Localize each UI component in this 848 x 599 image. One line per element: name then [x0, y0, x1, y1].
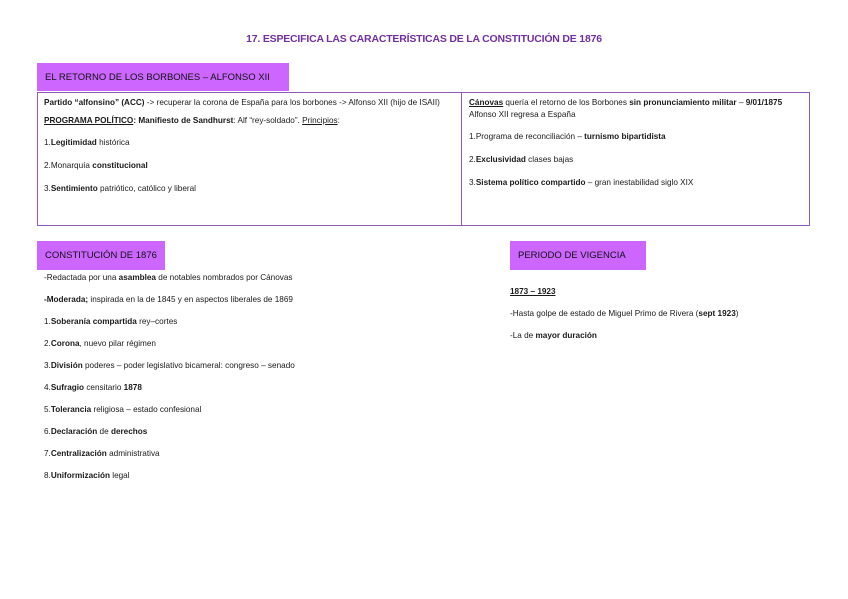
retorno-left-column — [44, 97, 454, 195]
section-header-retorno — [37, 63, 289, 91]
list-item-number: 4. — [44, 383, 51, 392]
list-item-bold: Declaración — [50, 427, 98, 436]
list-item-number: 1. — [469, 132, 476, 141]
list-item — [469, 177, 805, 189]
list-item — [44, 404, 334, 416]
periodo-column — [510, 286, 810, 342]
list-item-bold: Corona — [50, 339, 80, 348]
list-item — [469, 154, 805, 166]
list-item-number: 1. — [44, 138, 51, 147]
list-item-text: rey–cortes — [136, 317, 178, 326]
constitucion-intro-1 — [44, 272, 334, 284]
list-item-text: , nuevo pilar régimen — [79, 339, 156, 348]
periodo-line-2 — [510, 330, 810, 342]
list-item-text: Programa de reconciliación – — [475, 132, 585, 141]
periodo-text: -Hasta golpe de estado de Miguel Primo de Rivera ( — [510, 309, 699, 318]
list-item-bold: derechos — [110, 427, 148, 436]
intro-text: -Redactada por una — [44, 273, 119, 282]
list-item-bold: División — [50, 361, 83, 370]
list-item-bold: Sentimiento — [50, 184, 98, 193]
list-item — [44, 338, 334, 350]
list-item — [44, 448, 334, 460]
list-item-number: 3. — [44, 184, 51, 193]
principios-colon: : — [337, 116, 340, 125]
list-item — [44, 316, 334, 328]
programa-bold: : Manifiesto de Sandhurst — [133, 116, 234, 125]
intro-bold: -Moderada; — [44, 295, 89, 304]
list-item — [44, 360, 334, 372]
partido-text: -> recuperar la corona de España para los borbones -> Alfonso XII (hijo de ISAII) — [144, 98, 440, 107]
list-item-number: 6. — [44, 427, 51, 436]
canovas-underlined: Cánovas — [469, 98, 504, 107]
canovas-bold: sin pronunciamiento militar — [629, 98, 737, 107]
list-item-number: 3. — [469, 178, 476, 187]
section-header-retorno-label: EL RETORNO DE LOS BORBONES – ALFONSO XII — [45, 71, 270, 83]
list-item-number: 7. — [44, 449, 51, 458]
list-item-text: – gran inestabilidad siglo XIX — [585, 178, 694, 187]
list-item-text: patriótico, católico y liberal — [97, 184, 196, 193]
list-item-text: Monarquía — [50, 161, 93, 170]
list-item — [44, 470, 334, 482]
canovas-dash: – — [736, 98, 746, 107]
list-item-bold: Soberanía compartida — [50, 317, 137, 326]
list-item-text: poderes – poder legislativo bicameral: congreso – senado — [82, 361, 295, 370]
list-item-bold: Centralización — [50, 449, 107, 458]
constitucion-intro-2 — [44, 294, 334, 306]
periodo-years — [510, 286, 810, 298]
canovas-text: quería el retorno de los Borbones — [503, 98, 630, 107]
programa-text: : Alf “rey-soldado”. — [233, 116, 303, 125]
list-item-text: histórica — [96, 138, 130, 147]
table-divider — [461, 93, 462, 225]
retorno-right-column — [469, 97, 805, 189]
list-item-number: 2. — [469, 155, 476, 164]
list-item — [469, 131, 805, 143]
periodo-line-1 — [510, 308, 810, 320]
list-item-bold: Exclusividad — [475, 155, 526, 164]
date-bold: 9/01/1875 — [745, 98, 783, 107]
intro-text: inspirada en la de 1845 y en aspectos liberales de 1869 — [88, 295, 293, 304]
list-item-text: religiosa – estado confesional — [91, 405, 202, 414]
list-item — [44, 137, 454, 149]
list-item-text: de — [97, 427, 111, 436]
list-item-bold: constitucional — [92, 161, 148, 170]
principios-underlined: Principios — [302, 116, 338, 125]
list-item-number: 2. — [44, 339, 51, 348]
intro-bold: asamblea — [118, 273, 156, 282]
partido-bold: Partido “alfonsino” (ACC) — [44, 98, 145, 107]
list-item-bold: Sufragio — [50, 383, 85, 392]
list-item-number: 8. — [44, 471, 51, 480]
section-header-constitucion — [37, 241, 165, 270]
list-item-bold: Uniformización — [50, 471, 110, 480]
periodo-text: ) — [735, 309, 739, 318]
page-title: 17. ESPECIFICA LAS CARACTERÍSTICAS DE LA CONSTITUCIÓN DE 1876 — [246, 33, 602, 45]
list-item-bold: Legitimidad — [50, 138, 97, 147]
list-item-number: 5. — [44, 405, 51, 414]
constitucion-column — [44, 272, 334, 482]
date-text: Alfonso XII regresa a España — [469, 110, 576, 119]
list-item-text: censitario — [84, 383, 124, 392]
partido-paragraph — [44, 97, 454, 109]
list-item-bold: Tolerancia — [50, 405, 92, 414]
section-header-constitucion-label: CONSTITUCIÓN DE 1876 — [45, 250, 157, 261]
list-item-text: administrativa — [106, 449, 160, 458]
section-header-periodo-label: PERIODO DE VIGENCIA — [518, 250, 626, 261]
intro-text: de notables nombrados por Cánovas — [155, 273, 293, 282]
section-header-periodo — [510, 241, 646, 270]
list-item-bold: 1878 — [123, 383, 142, 392]
list-item — [44, 382, 334, 394]
list-item-text: clases bajas — [525, 155, 574, 164]
periodo-bold: mayor duración — [535, 331, 597, 340]
periodo-text: -La de — [510, 331, 536, 340]
periodo-years-text: 1873 – 1923 — [510, 287, 556, 296]
list-item-text: legal — [109, 471, 130, 480]
list-item — [44, 160, 454, 172]
canovas-paragraph — [469, 97, 805, 121]
list-item-number: 2. — [44, 161, 51, 170]
programa-paragraph — [44, 115, 454, 127]
list-item — [44, 426, 334, 438]
programa-underlined: PROGRAMA POLÍTICO — [44, 116, 134, 125]
periodo-bold: sept 1923 — [698, 309, 736, 318]
list-item-number: 1. — [44, 317, 51, 326]
list-item-number: 3. — [44, 361, 51, 370]
list-item — [44, 183, 454, 195]
list-item-bold: turnismo bipartidista — [584, 132, 666, 141]
list-item-bold: Sistema político compartido — [475, 178, 586, 187]
